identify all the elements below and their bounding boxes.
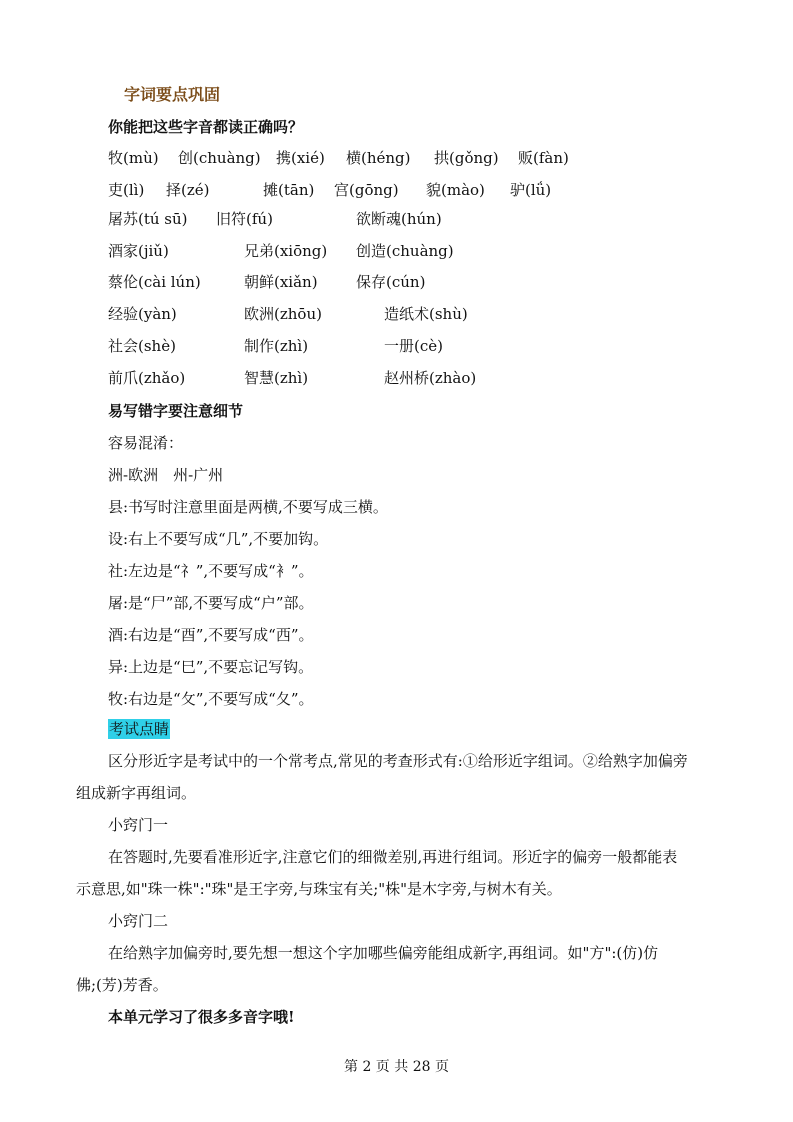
pinyin-item: 宫(gōng) — [334, 181, 399, 199]
exam-label-text: 考试点睛 — [109, 720, 170, 738]
closing-text: 本单元学习了很多多音字哦! — [108, 1008, 295, 1026]
pinyin-item: 携(xié) — [276, 149, 325, 167]
pinyin-item: 欧洲(zhōu) — [244, 305, 322, 323]
tip1-para-line2: 示意思,如"珠一株":"珠"是王字旁,与珠宝有关;"株"是木字旁,与树木有关。 — [76, 880, 562, 898]
tip1-label: 小窍门一 — [108, 816, 169, 834]
pinyin-item: 牧(mù) — [108, 149, 159, 167]
exam-para-line2: 组成新字再组词。 — [76, 784, 197, 802]
pinyin-item: 前爪(zhǎo) — [108, 369, 186, 387]
note-line: 社:左边是“礻”,不要写成“衤”。 — [108, 562, 314, 580]
pinyin-item: 欲断魂(hún) — [356, 210, 442, 228]
q1-heading: 你能把这些字音都读正确吗？ — [108, 118, 304, 136]
tip1-para-line1: 在答题时,先要看准形近字,注意它们的细微差别,再进行组词。形近字的偏旁一般都能表 — [108, 848, 678, 866]
tip2-label: 小窍门二 — [108, 912, 169, 930]
pinyin-item: 创(chuàng) — [178, 149, 261, 167]
tip2-para-line2: 佛;(芳)芳香。 — [76, 976, 168, 994]
pinyin-item: 制作(zhì) — [244, 337, 309, 355]
pinyin-item: 造纸术(shù) — [384, 305, 468, 323]
confuse-label: 容易混淆： — [108, 434, 184, 452]
pinyin-item: 经验(yàn) — [108, 305, 177, 323]
page-footer: 第 2 页 共 28 页 — [344, 1059, 449, 1075]
pinyin-item: 贩(fàn) — [518, 149, 569, 167]
pinyin-item: 创造(chuàng) — [356, 242, 454, 260]
pinyin-item: 智慧(zhì) — [244, 369, 309, 387]
exam-para-line1: 区分形近字是考试中的一个常考点,常见的考查形式有:①给形近字组词。②给熟字加偏旁 — [108, 752, 688, 770]
note-line: 县:书写时注意里面是两横,不要写成三横。 — [108, 498, 388, 516]
note-line: 设:右上不要写成“几”,不要加钩。 — [108, 530, 329, 548]
pinyin-item: 貌(mào) — [426, 181, 485, 199]
q2-heading: 易写错字要注意细节 — [108, 402, 244, 420]
confuse-pairs: 洲-欧洲 州-广州 — [108, 466, 224, 484]
pinyin-item: 拱(gǒng) — [434, 149, 499, 167]
note-line: 屠:是“尸”部,不要写成“户”部。 — [108, 594, 314, 612]
pinyin-item: 驴(lǘ) — [510, 181, 552, 199]
pinyin-item: 旧符(fú) — [216, 210, 273, 228]
pinyin-item: 择(zé) — [166, 181, 210, 199]
section-title: 字词要点巩固 — [124, 85, 221, 104]
note-line: 异:上边是“巳”,不要忘记写钩。 — [108, 658, 314, 676]
note-line: 牧:右边是“攵”,不要写成“夂”。 — [108, 690, 314, 708]
pinyin-item: 酒家(jiǔ) — [108, 242, 169, 260]
tip2-para-line1: 在给熟字加偏旁时,要先想一想这个字加哪些偏旁能组成新字,再组词。如"方":(仿)仿 — [108, 944, 659, 962]
pinyin-item: 一册(cè) — [384, 337, 443, 355]
exam-label — [108, 718, 170, 739]
pinyin-item: 屠苏(tú sū) — [108, 210, 188, 228]
pinyin-item: 赵州桥(zhào) — [384, 369, 477, 387]
pinyin-item: 社会(shè) — [108, 337, 176, 355]
pinyin-item: 朝鲜(xiǎn) — [244, 273, 318, 291]
pinyin-item: 吏(lì) — [108, 181, 145, 199]
pinyin-item: 横(héng) — [346, 149, 411, 167]
pinyin-item: 蔡伦(cài lún) — [108, 273, 201, 291]
pinyin-item: 摊(tān) — [263, 181, 315, 199]
pinyin-item: 保存(cún) — [356, 273, 426, 291]
note-line: 酒:右边是“酉”,不要写成“西”。 — [108, 626, 314, 644]
pinyin-item: 兄弟(xiōng) — [244, 242, 328, 260]
